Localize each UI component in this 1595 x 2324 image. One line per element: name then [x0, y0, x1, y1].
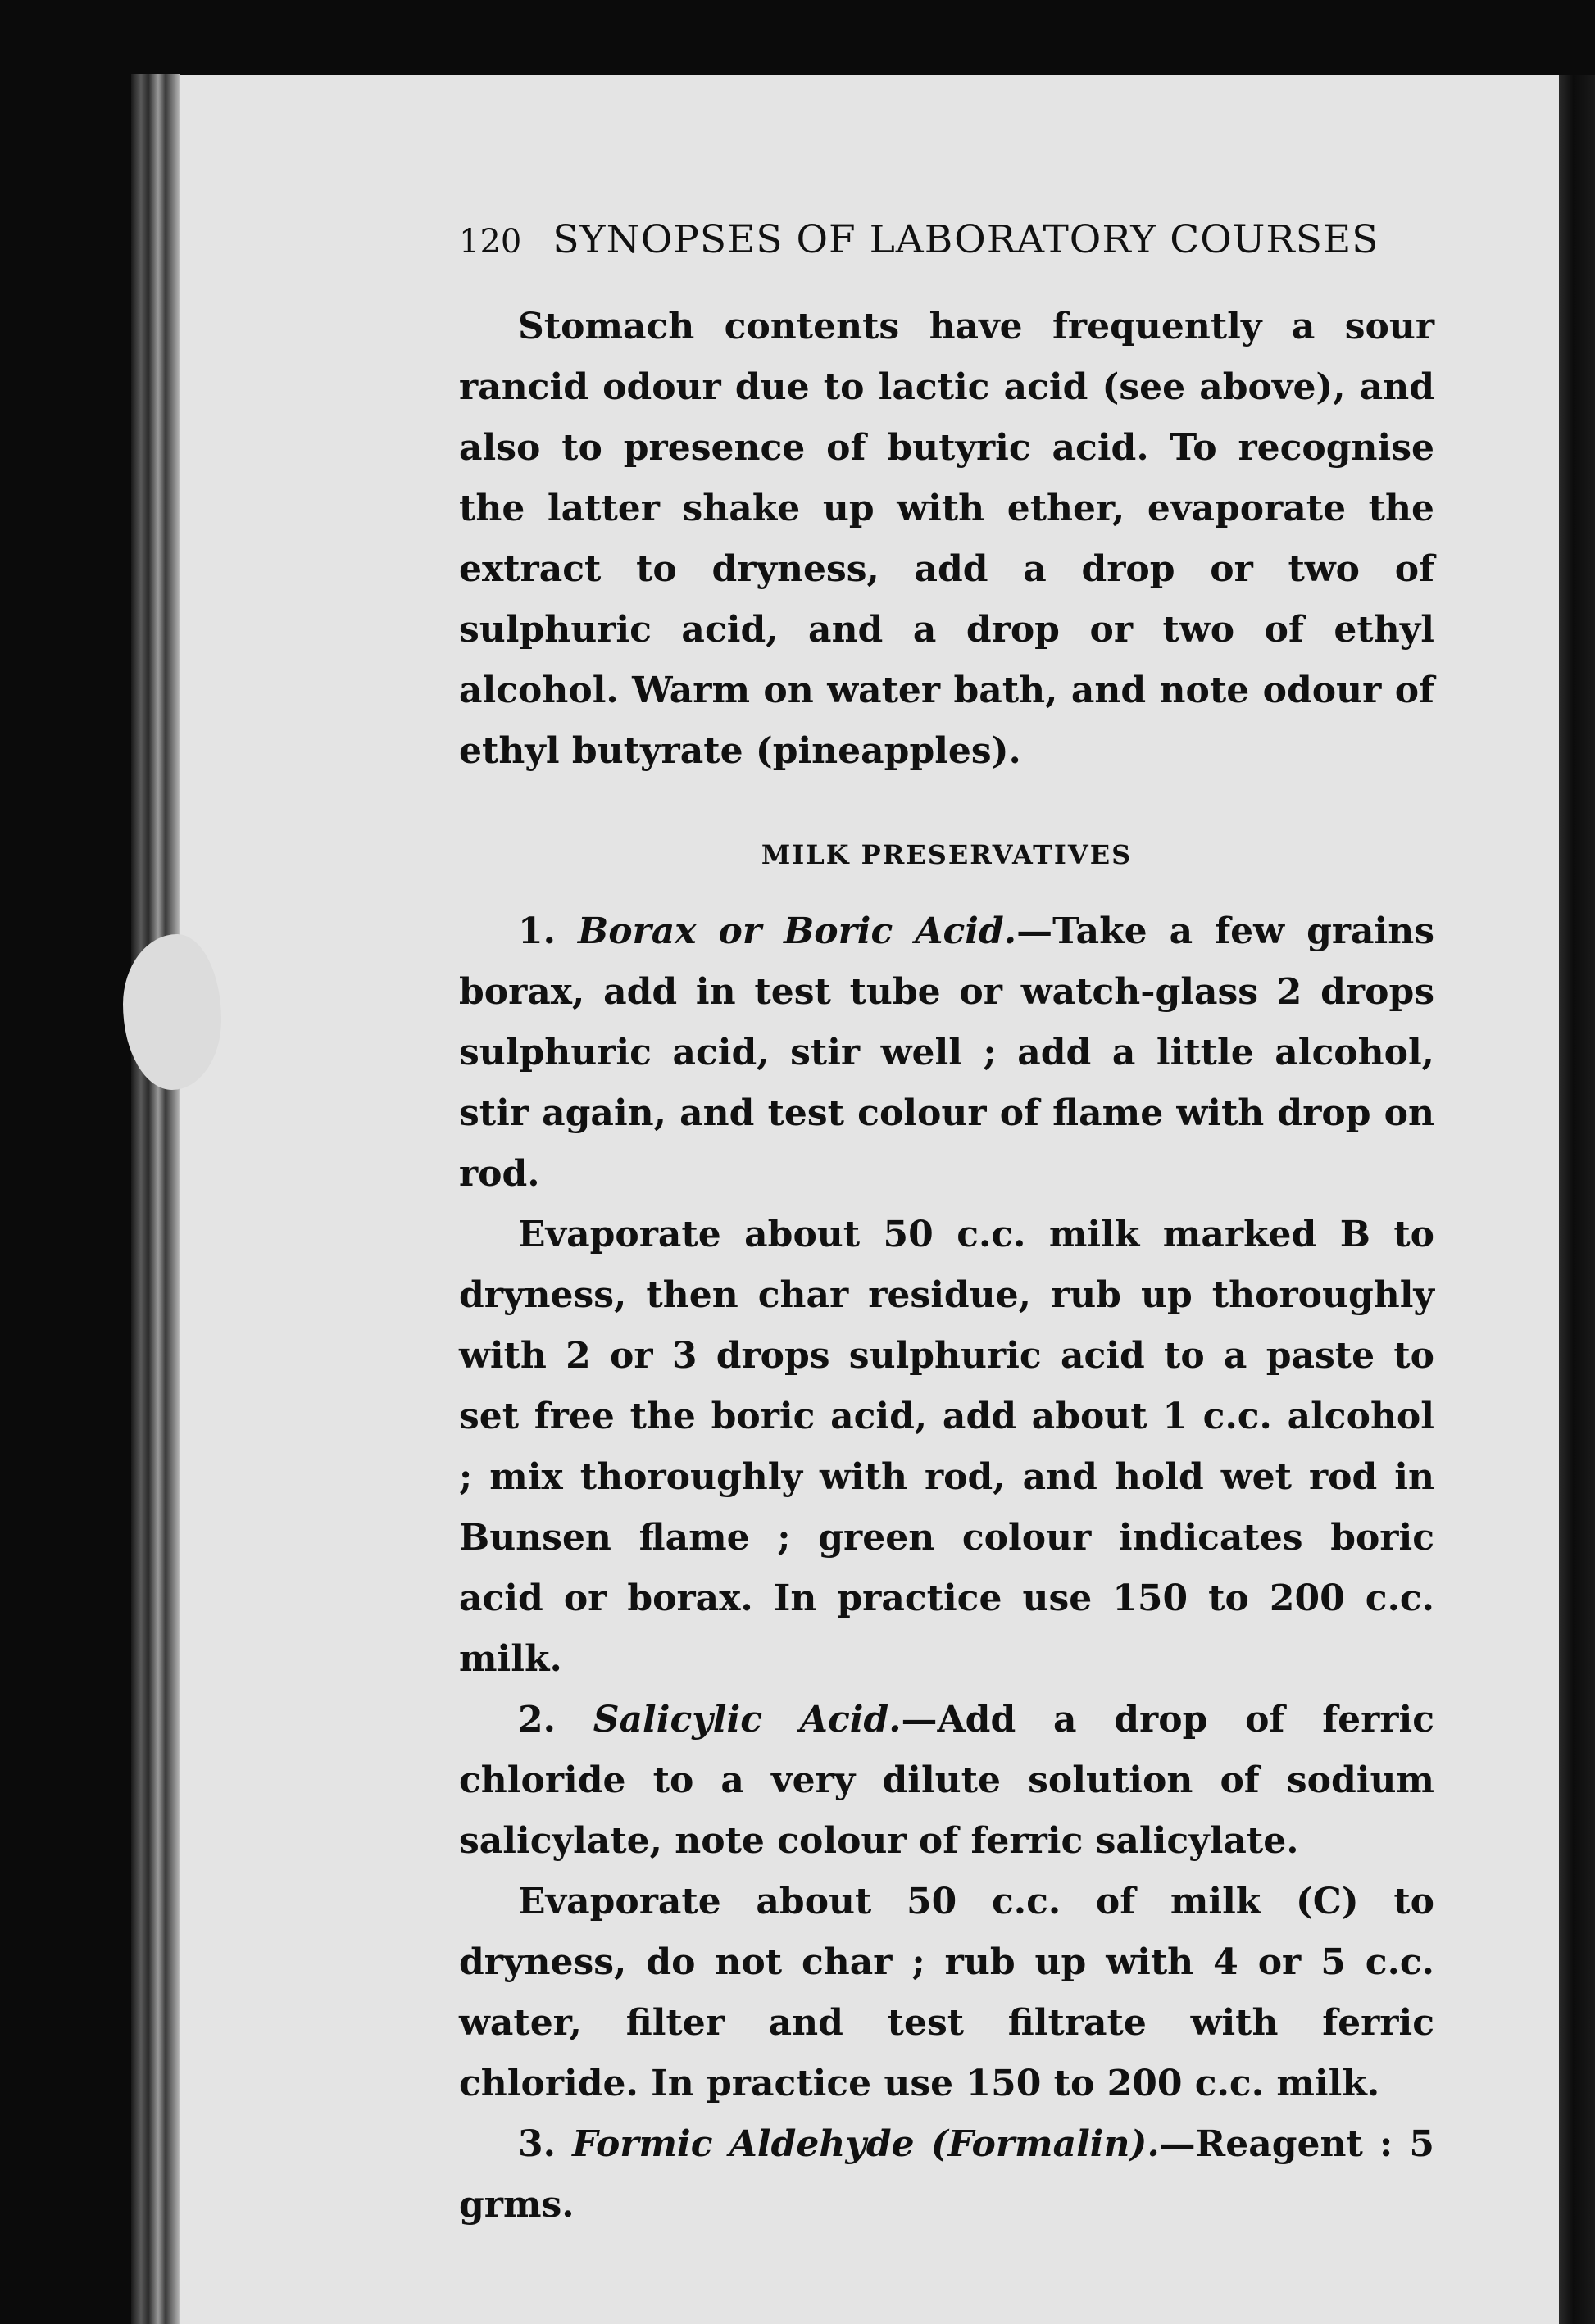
item-2-paragraph [459, 1690, 1434, 1872]
item-number: 3. [518, 2123, 556, 2165]
running-head [459, 217, 1426, 262]
section-heading: MILK PRESERVATIVES [761, 839, 1133, 870]
intro-paragraph: Stomach contents have frequently a sour rancid odour due to lactic acid (see above), and also to presence of butyric acid. To recognise the latter shake up with ether, evaporate the extract to dryness, add a drop or two of sulphuric acid, and a drop or two of ethyl alcohol. Warm on water bath, and note odour of ethyl butyrate (pineapples). [459, 306, 1434, 772]
page-number: 120 [459, 223, 522, 261]
book-spine-edge [131, 74, 180, 2324]
item-3-paragraph [459, 2114, 1434, 2235]
intro-section [459, 297, 1434, 782]
page-damage-blot [123, 934, 221, 1090]
item-title: Salicylic Acid. [593, 1699, 902, 1741]
running-head-title: SYNOPSES OF LABORATORY COURSES [552, 217, 1379, 262]
item-1-paragraph [459, 901, 1434, 1205]
preservatives-section [459, 901, 1434, 2235]
item-1-method-paragraph: Evaporate about 50 c.c. milk marked B to dryness, then char residue, rub up thoroughly with 2 or 3 drops sulphuric acid to a paste to set free the boric acid, add about 1 c.c. alcohol ; mix thoroughly with rod, and hold wet rod in Bunsen flame ; green colour indicates boric acid or borax. In practice use 150 to 200 c.c. milk. [459, 1214, 1434, 1680]
item-text: —Add a drop of ferric chloride to a very dilute solution of sodium salicylate, note colour of ferric salicylate. [459, 1699, 1434, 1862]
item-title: Borax or Boric Acid. [578, 910, 1017, 952]
item-2-method-paragraph: Evaporate about 50 c.c. of milk (C) to dryness, do not char ; rub up with 4 or 5 c.c. water, filter and test filtrate with ferric chloride. In practice use 150 to 200 c.c. milk. [459, 1881, 1434, 2104]
scan-border-right [1559, 75, 1595, 2324]
item-text: —Take a few grains borax, add in test tube or watch-glass 2 drops sulphuric acid, stir well ; add a little alcohol, stir again, and test colour of flame with drop on rod. [459, 910, 1435, 1195]
item-number: 2. [518, 1699, 556, 1741]
item-title: Formic Aldehyde (Formalin). [572, 2123, 1160, 2165]
item-number: 1. [518, 910, 556, 952]
item-text: —Reagent : 5 grms. [459, 2123, 1434, 2226]
